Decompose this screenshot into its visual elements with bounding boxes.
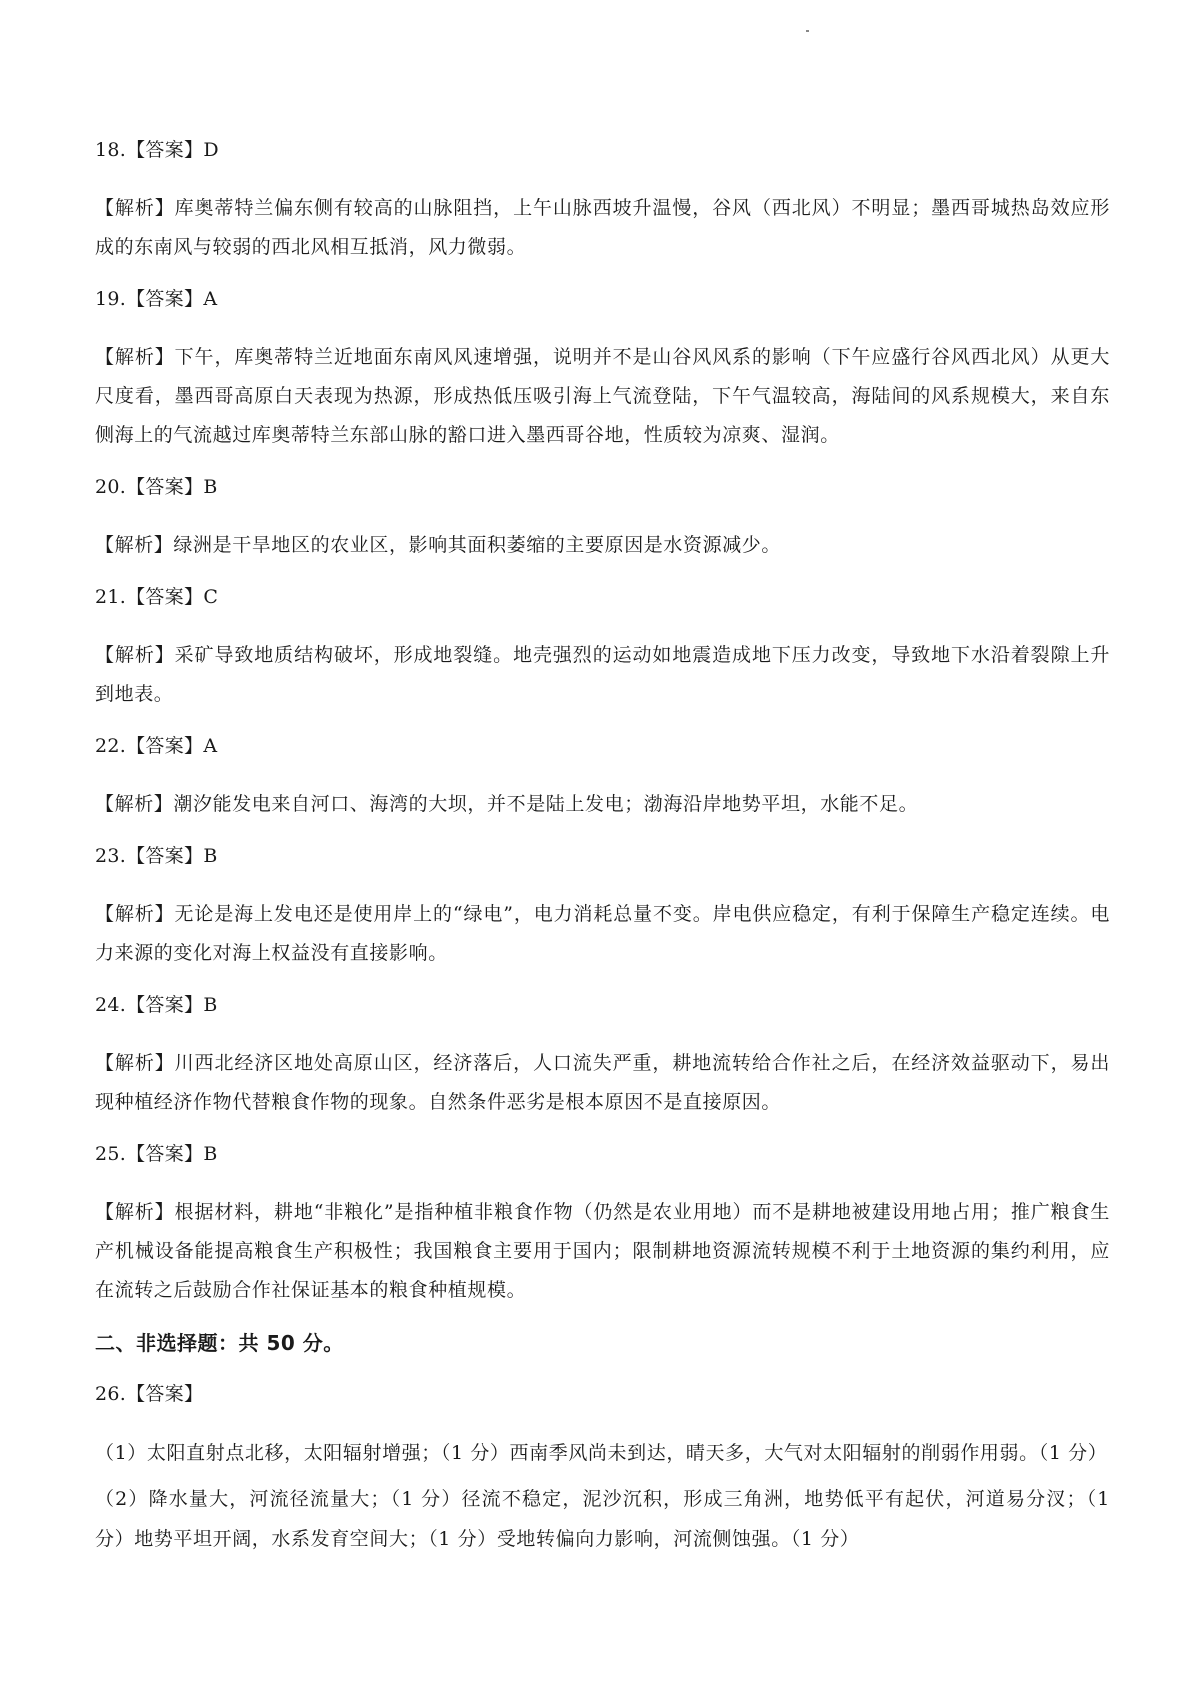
scan-dot [806, 30, 809, 32]
answer-21: 21.【答案】C [95, 586, 219, 608]
answer-page [95, 135, 1110, 1565]
explanation-20: 【解析】绿洲是干旱地区的农业区，影响其面积萎缩的主要原因是水资源减少。 [95, 534, 782, 556]
answer-26: 26.【答案】 [95, 1383, 204, 1405]
answer-23: 23.【答案】B [95, 845, 218, 867]
explanation-18: 【解析】库奥蒂特兰偏东侧有较高的山脉阻挡，上午山脉西坡升温慢，谷风（西北风）不明显；墨西哥城热岛效应形成的东南风与较弱的西北风相互抵消，风力微弱。 [95, 197, 1110, 258]
explanation-23: 【解析】无论是海上发电还是使用岸上的“绿电”，电力消耗总量不变。岸电供应稳定，有利于保障生产稳定连续。电力来源的变化对海上权益没有直接影响。 [95, 903, 1110, 964]
answer-26-part-2: （2）降水量大，河流径流量大；（1 分）径流不稳定，泥沙沉积，形成三角洲，地势低平有起伏，河道易分汊；（1 分）地势平坦开阔，水系发育空间大；（1 分）受地转偏向力影响，河流侧蚀强。（1 分） [95, 1488, 1110, 1550]
explanation-19: 【解析】下午，库奥蒂特兰近地面东南风风速增强，说明并不是山谷风风系的影响（下午应盛行谷风西北风）从更大尺度看，墨西哥高原白天表现为热源，形成热低压吸引海上气流登陆，下午气温较高，海陆间的风系规模大，来自东侧海上的气流越过库奥蒂特兰东部山脉的豁口进入墨西哥谷地，性质较为凉爽、湿润。 [95, 346, 1110, 446]
explanation-21: 【解析】采矿导致地质结构破坏，形成地裂缝。地壳强烈的运动如地震造成地下压力改变，导致地下水沿着裂隙上升到地表。 [95, 644, 1110, 705]
answer-18: 18.【答案】D [95, 139, 219, 161]
answer-24: 24.【答案】B [95, 994, 218, 1016]
explanation-22: 【解析】潮汐能发电来自河口、海湾的大坝，并不是陆上发电；渤海沿岸地势平坦，水能不足。 [95, 793, 919, 815]
answer-26-part-1: （1）太阳直射点北移，太阳辐射增强；（1 分）西南季风尚未到达，晴天多，大气对太阳辐射的削弱作用弱。（1 分） [95, 1442, 1108, 1464]
answer-22: 22.【答案】A [95, 735, 218, 757]
answer-20: 20.【答案】B [95, 476, 218, 498]
answer-25: 25.【答案】B [95, 1143, 218, 1165]
explanation-24: 【解析】川西北经济区地处高原山区，经济落后，人口流失严重，耕地流转给合作社之后，在经济效益驱动下，易出现种植经济作物代替粮食作物的现象。自然条件恶劣是根本原因不是直接原因。 [95, 1052, 1110, 1113]
section-heading: 二、非选择题：共 50 分。 [95, 1331, 344, 1355]
explanation-25: 【解析】根据材料，耕地“非粮化”是指种植非粮食作物（仍然是农业用地）而不是耕地被建设用地占用；推广粮食生产机械设备能提高粮食生产积极性；我国粮食主要用于国内；限制耕地资源流转规模不利于土地资源的集约利用，应在流转之后鼓励合作社保证基本的粮食种植规模。 [95, 1201, 1110, 1301]
answer-19: 19.【答案】A [95, 288, 218, 310]
